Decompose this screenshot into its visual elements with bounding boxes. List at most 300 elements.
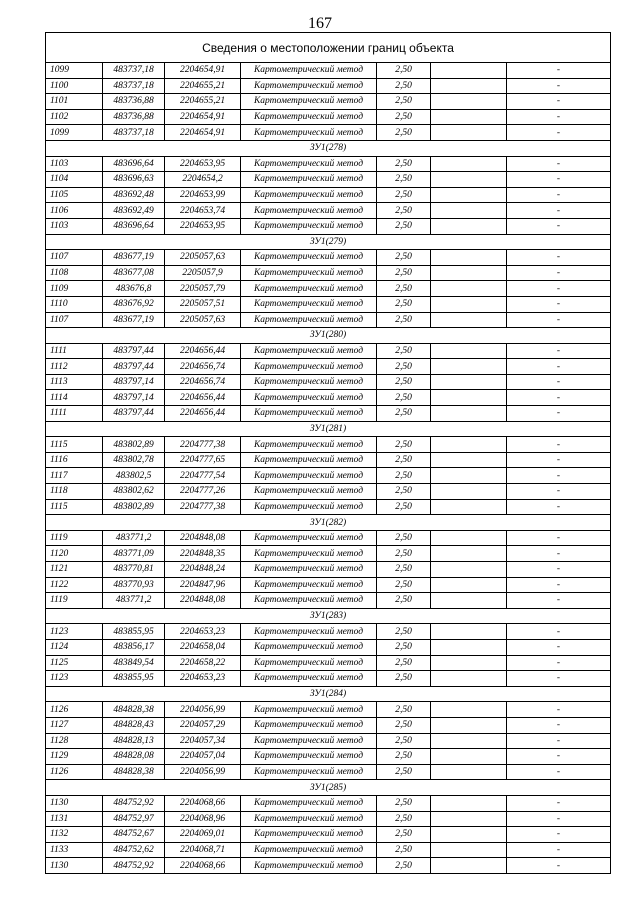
section-header-row bbox=[46, 515, 611, 531]
table-row bbox=[46, 702, 611, 718]
y-coordinate-cell: 2204057,29 bbox=[165, 717, 241, 733]
note-cell: - bbox=[507, 655, 611, 671]
accuracy-cell: 2,50 bbox=[377, 827, 431, 843]
point-number-cell: 1099 bbox=[46, 63, 103, 79]
y-coordinate-cell: 2204777,26 bbox=[165, 484, 241, 500]
y-coordinate-cell: 2205057,79 bbox=[165, 281, 241, 297]
note-cell: - bbox=[507, 63, 611, 79]
point-number-cell: 1107 bbox=[46, 250, 103, 266]
point-number-cell: 1130 bbox=[46, 858, 103, 874]
note-cell: - bbox=[507, 484, 611, 500]
description-cell bbox=[431, 811, 507, 827]
method-cell: Картометрический метод bbox=[241, 858, 377, 874]
point-number-cell: 1127 bbox=[46, 717, 103, 733]
accuracy-cell: 2,50 bbox=[377, 639, 431, 655]
table-row bbox=[46, 452, 611, 468]
point-number-cell: 1123 bbox=[46, 624, 103, 640]
method-cell: Картометрический метод bbox=[241, 109, 377, 125]
note-cell: - bbox=[507, 296, 611, 312]
note-cell: - bbox=[507, 577, 611, 593]
section-label: ЗУ1(281) bbox=[46, 421, 611, 437]
note-cell: - bbox=[507, 172, 611, 188]
x-coordinate-cell: 483797,44 bbox=[103, 343, 165, 359]
note-cell: - bbox=[507, 125, 611, 141]
accuracy-cell: 2,50 bbox=[377, 468, 431, 484]
table-row bbox=[46, 312, 611, 328]
method-cell: Картометрический метод bbox=[241, 452, 377, 468]
x-coordinate-cell: 483856,17 bbox=[103, 639, 165, 655]
point-number-cell: 1118 bbox=[46, 484, 103, 500]
note-cell: - bbox=[507, 562, 611, 578]
description-cell bbox=[431, 858, 507, 874]
description-cell bbox=[431, 187, 507, 203]
table-row bbox=[46, 296, 611, 312]
y-coordinate-cell: 2205057,63 bbox=[165, 312, 241, 328]
description-cell bbox=[431, 764, 507, 780]
point-number-cell: 1105 bbox=[46, 187, 103, 203]
description-cell bbox=[431, 671, 507, 687]
note-cell: - bbox=[507, 343, 611, 359]
point-number-cell: 1120 bbox=[46, 546, 103, 562]
description-cell bbox=[431, 312, 507, 328]
method-cell: Картометрический метод bbox=[241, 343, 377, 359]
section-label: ЗУ1(282) bbox=[46, 515, 611, 531]
table-row bbox=[46, 156, 611, 172]
y-coordinate-cell: 2204654,91 bbox=[165, 125, 241, 141]
x-coordinate-cell: 483770,93 bbox=[103, 577, 165, 593]
x-coordinate-cell: 483855,95 bbox=[103, 624, 165, 640]
point-number-cell: 1131 bbox=[46, 811, 103, 827]
section-header-row bbox=[46, 140, 611, 156]
x-coordinate-cell: 483849,54 bbox=[103, 655, 165, 671]
y-coordinate-cell: 2204777,65 bbox=[165, 452, 241, 468]
y-coordinate-cell: 2204655,21 bbox=[165, 78, 241, 94]
description-cell bbox=[431, 156, 507, 172]
table-row bbox=[46, 406, 611, 422]
section-header-row bbox=[46, 686, 611, 702]
note-cell: - bbox=[507, 281, 611, 297]
point-number-cell: 1116 bbox=[46, 452, 103, 468]
point-number-cell: 1106 bbox=[46, 203, 103, 219]
accuracy-cell: 2,50 bbox=[377, 390, 431, 406]
note-cell: - bbox=[507, 639, 611, 655]
y-coordinate-cell: 2204848,08 bbox=[165, 530, 241, 546]
point-number-cell: 1133 bbox=[46, 842, 103, 858]
method-cell: Картометрический метод bbox=[241, 203, 377, 219]
x-coordinate-cell: 483771,09 bbox=[103, 546, 165, 562]
description-cell bbox=[431, 343, 507, 359]
method-cell: Картометрический метод bbox=[241, 468, 377, 484]
method-cell: Картометрический метод bbox=[241, 827, 377, 843]
note-cell: - bbox=[507, 593, 611, 609]
x-coordinate-cell: 483802,78 bbox=[103, 452, 165, 468]
table-row bbox=[46, 63, 611, 79]
table-row bbox=[46, 468, 611, 484]
note-cell: - bbox=[507, 250, 611, 266]
method-cell: Картометрический метод bbox=[241, 546, 377, 562]
table-row bbox=[46, 842, 611, 858]
description-cell bbox=[431, 218, 507, 234]
y-coordinate-cell: 2204068,96 bbox=[165, 811, 241, 827]
x-coordinate-cell: 484752,97 bbox=[103, 811, 165, 827]
description-cell bbox=[431, 593, 507, 609]
table-row bbox=[46, 671, 611, 687]
accuracy-cell: 2,50 bbox=[377, 265, 431, 281]
point-number-cell: 1111 bbox=[46, 343, 103, 359]
note-cell: - bbox=[507, 795, 611, 811]
table-row bbox=[46, 811, 611, 827]
accuracy-cell: 2,50 bbox=[377, 764, 431, 780]
x-coordinate-cell: 483770,81 bbox=[103, 562, 165, 578]
table-row bbox=[46, 187, 611, 203]
y-coordinate-cell: 2204656,74 bbox=[165, 374, 241, 390]
accuracy-cell: 2,50 bbox=[377, 203, 431, 219]
method-cell: Картометрический метод bbox=[241, 281, 377, 297]
method-cell: Картометрический метод bbox=[241, 374, 377, 390]
method-cell: Картометрический метод bbox=[241, 390, 377, 406]
table-row bbox=[46, 717, 611, 733]
method-cell: Картометрический метод bbox=[241, 125, 377, 141]
note-cell: - bbox=[507, 187, 611, 203]
description-cell bbox=[431, 265, 507, 281]
section-label: ЗУ1(278) bbox=[46, 140, 611, 156]
accuracy-cell: 2,50 bbox=[377, 172, 431, 188]
section-label: ЗУ1(285) bbox=[46, 780, 611, 796]
table-row bbox=[46, 546, 611, 562]
accuracy-cell: 2,50 bbox=[377, 484, 431, 500]
accuracy-cell: 2,50 bbox=[377, 218, 431, 234]
table-row bbox=[46, 858, 611, 874]
note-cell: - bbox=[507, 624, 611, 640]
accuracy-cell: 2,50 bbox=[377, 842, 431, 858]
method-cell: Картометрический метод bbox=[241, 484, 377, 500]
y-coordinate-cell: 2204848,08 bbox=[165, 593, 241, 609]
y-coordinate-cell: 2204777,38 bbox=[165, 437, 241, 453]
description-cell bbox=[431, 406, 507, 422]
accuracy-cell: 2,50 bbox=[377, 63, 431, 79]
table-row bbox=[46, 827, 611, 843]
description-cell bbox=[431, 250, 507, 266]
accuracy-cell: 2,50 bbox=[377, 109, 431, 125]
accuracy-cell: 2,50 bbox=[377, 795, 431, 811]
y-coordinate-cell: 2204653,95 bbox=[165, 156, 241, 172]
description-cell bbox=[431, 499, 507, 515]
table-row bbox=[46, 343, 611, 359]
note-cell: - bbox=[507, 156, 611, 172]
y-coordinate-cell: 2205057,51 bbox=[165, 296, 241, 312]
note-cell: - bbox=[507, 265, 611, 281]
method-cell: Картометрический метод bbox=[241, 94, 377, 110]
y-coordinate-cell: 2204658,04 bbox=[165, 639, 241, 655]
table-row bbox=[46, 374, 611, 390]
method-cell: Картометрический метод bbox=[241, 842, 377, 858]
accuracy-cell: 2,50 bbox=[377, 733, 431, 749]
table-row bbox=[46, 218, 611, 234]
table-row bbox=[46, 733, 611, 749]
point-number-cell: 1119 bbox=[46, 530, 103, 546]
x-coordinate-cell: 484828,13 bbox=[103, 733, 165, 749]
accuracy-cell: 2,50 bbox=[377, 546, 431, 562]
x-coordinate-cell: 483696,63 bbox=[103, 172, 165, 188]
method-cell: Картометрический метод bbox=[241, 78, 377, 94]
table-row bbox=[46, 749, 611, 765]
description-cell bbox=[431, 94, 507, 110]
description-cell bbox=[431, 374, 507, 390]
y-coordinate-cell: 2204653,23 bbox=[165, 671, 241, 687]
x-coordinate-cell: 484752,92 bbox=[103, 795, 165, 811]
accuracy-cell: 2,50 bbox=[377, 187, 431, 203]
x-coordinate-cell: 483677,19 bbox=[103, 250, 165, 266]
description-cell bbox=[431, 78, 507, 94]
section-header-row bbox=[46, 234, 611, 250]
note-cell: - bbox=[507, 109, 611, 125]
y-coordinate-cell: 2204777,54 bbox=[165, 468, 241, 484]
point-number-cell: 1119 bbox=[46, 593, 103, 609]
accuracy-cell: 2,50 bbox=[377, 281, 431, 297]
description-cell bbox=[431, 717, 507, 733]
x-coordinate-cell: 483692,49 bbox=[103, 203, 165, 219]
y-coordinate-cell: 2205057,63 bbox=[165, 250, 241, 266]
y-coordinate-cell: 2204653,74 bbox=[165, 203, 241, 219]
method-cell: Картометрический метод bbox=[241, 811, 377, 827]
method-cell: Картометрический метод bbox=[241, 795, 377, 811]
y-coordinate-cell: 2204655,21 bbox=[165, 94, 241, 110]
method-cell: Картометрический метод bbox=[241, 624, 377, 640]
description-cell bbox=[431, 63, 507, 79]
x-coordinate-cell: 483771,2 bbox=[103, 530, 165, 546]
accuracy-cell: 2,50 bbox=[377, 78, 431, 94]
method-cell: Картометрический метод bbox=[241, 63, 377, 79]
accuracy-cell: 2,50 bbox=[377, 406, 431, 422]
point-number-cell: 1130 bbox=[46, 795, 103, 811]
y-coordinate-cell: 2204653,99 bbox=[165, 187, 241, 203]
method-cell: Картометрический метод bbox=[241, 639, 377, 655]
x-coordinate-cell: 483802,89 bbox=[103, 499, 165, 515]
point-number-cell: 1110 bbox=[46, 296, 103, 312]
description-cell bbox=[431, 795, 507, 811]
table-row bbox=[46, 577, 611, 593]
y-coordinate-cell: 2204056,99 bbox=[165, 702, 241, 718]
method-cell: Картометрический метод bbox=[241, 312, 377, 328]
description-cell bbox=[431, 359, 507, 375]
y-coordinate-cell: 2204068,71 bbox=[165, 842, 241, 858]
table-row bbox=[46, 94, 611, 110]
y-coordinate-cell: 2204068,66 bbox=[165, 795, 241, 811]
y-coordinate-cell: 2204848,24 bbox=[165, 562, 241, 578]
accuracy-cell: 2,50 bbox=[377, 452, 431, 468]
description-cell bbox=[431, 296, 507, 312]
x-coordinate-cell: 484828,38 bbox=[103, 764, 165, 780]
table-row bbox=[46, 281, 611, 297]
point-number-cell: 1103 bbox=[46, 156, 103, 172]
description-cell bbox=[431, 437, 507, 453]
point-number-cell: 1102 bbox=[46, 109, 103, 125]
x-coordinate-cell: 484828,43 bbox=[103, 717, 165, 733]
note-cell: - bbox=[507, 671, 611, 687]
accuracy-cell: 2,50 bbox=[377, 250, 431, 266]
method-cell: Картометрический метод bbox=[241, 359, 377, 375]
table-title-row bbox=[46, 33, 611, 63]
note-cell: - bbox=[507, 218, 611, 234]
point-number-cell: 1099 bbox=[46, 125, 103, 141]
table-row bbox=[46, 203, 611, 219]
point-number-cell: 1126 bbox=[46, 702, 103, 718]
accuracy-cell: 2,50 bbox=[377, 499, 431, 515]
y-coordinate-cell: 2204777,38 bbox=[165, 499, 241, 515]
method-cell: Картометрический метод bbox=[241, 437, 377, 453]
point-number-cell: 1129 bbox=[46, 749, 103, 765]
table-row bbox=[46, 125, 611, 141]
method-cell: Картометрический метод bbox=[241, 717, 377, 733]
x-coordinate-cell: 483771,2 bbox=[103, 593, 165, 609]
description-cell bbox=[431, 562, 507, 578]
method-cell: Картометрический метод bbox=[241, 655, 377, 671]
description-cell bbox=[431, 530, 507, 546]
description-cell bbox=[431, 749, 507, 765]
method-cell: Картометрический метод bbox=[241, 265, 377, 281]
x-coordinate-cell: 484828,38 bbox=[103, 702, 165, 718]
y-coordinate-cell: 2204656,44 bbox=[165, 390, 241, 406]
method-cell: Картометрический метод bbox=[241, 530, 377, 546]
table-row bbox=[46, 359, 611, 375]
note-cell: - bbox=[507, 546, 611, 562]
method-cell: Картометрический метод bbox=[241, 296, 377, 312]
y-coordinate-cell: 2204068,66 bbox=[165, 858, 241, 874]
description-cell bbox=[431, 468, 507, 484]
x-coordinate-cell: 483855,95 bbox=[103, 671, 165, 687]
point-number-cell: 1111 bbox=[46, 406, 103, 422]
accuracy-cell: 2,50 bbox=[377, 655, 431, 671]
table-row bbox=[46, 624, 611, 640]
point-number-cell: 1121 bbox=[46, 562, 103, 578]
note-cell: - bbox=[507, 452, 611, 468]
description-cell bbox=[431, 733, 507, 749]
note-cell: - bbox=[507, 702, 611, 718]
point-number-cell: 1100 bbox=[46, 78, 103, 94]
section-header-row bbox=[46, 608, 611, 624]
point-number-cell: 1114 bbox=[46, 390, 103, 406]
method-cell: Картометрический метод bbox=[241, 406, 377, 422]
y-coordinate-cell: 2204057,04 bbox=[165, 749, 241, 765]
note-cell: - bbox=[507, 390, 611, 406]
accuracy-cell: 2,50 bbox=[377, 530, 431, 546]
accuracy-cell: 2,50 bbox=[377, 296, 431, 312]
method-cell: Картометрический метод bbox=[241, 764, 377, 780]
note-cell: - bbox=[507, 733, 611, 749]
point-number-cell: 1109 bbox=[46, 281, 103, 297]
x-coordinate-cell: 484752,67 bbox=[103, 827, 165, 843]
note-cell: - bbox=[507, 764, 611, 780]
section-label: ЗУ1(280) bbox=[46, 328, 611, 344]
description-cell bbox=[431, 639, 507, 655]
y-coordinate-cell: 2205057,9 bbox=[165, 265, 241, 281]
x-coordinate-cell: 483696,64 bbox=[103, 218, 165, 234]
point-number-cell: 1132 bbox=[46, 827, 103, 843]
y-coordinate-cell: 2204654,2 bbox=[165, 172, 241, 188]
point-number-cell: 1128 bbox=[46, 733, 103, 749]
note-cell: - bbox=[507, 499, 611, 515]
x-coordinate-cell: 483737,18 bbox=[103, 63, 165, 79]
x-coordinate-cell: 484752,62 bbox=[103, 842, 165, 858]
x-coordinate-cell: 483676,92 bbox=[103, 296, 165, 312]
note-cell: - bbox=[507, 811, 611, 827]
description-cell bbox=[431, 842, 507, 858]
x-coordinate-cell: 483737,18 bbox=[103, 78, 165, 94]
accuracy-cell: 2,50 bbox=[377, 94, 431, 110]
method-cell: Картометрический метод bbox=[241, 187, 377, 203]
table-row bbox=[46, 250, 611, 266]
x-coordinate-cell: 483692,48 bbox=[103, 187, 165, 203]
note-cell: - bbox=[507, 749, 611, 765]
accuracy-cell: 2,50 bbox=[377, 437, 431, 453]
method-cell: Картометрический метод bbox=[241, 218, 377, 234]
x-coordinate-cell: 484828,08 bbox=[103, 749, 165, 765]
y-coordinate-cell: 2204069,01 bbox=[165, 827, 241, 843]
accuracy-cell: 2,50 bbox=[377, 374, 431, 390]
table-row bbox=[46, 655, 611, 671]
table-row bbox=[46, 764, 611, 780]
table-row bbox=[46, 109, 611, 125]
description-cell bbox=[431, 172, 507, 188]
x-coordinate-cell: 483802,62 bbox=[103, 484, 165, 500]
description-cell bbox=[431, 281, 507, 297]
note-cell: - bbox=[507, 530, 611, 546]
x-coordinate-cell: 483736,88 bbox=[103, 94, 165, 110]
note-cell: - bbox=[507, 203, 611, 219]
method-cell: Картометрический метод bbox=[241, 156, 377, 172]
page-number: 167 bbox=[308, 15, 332, 32]
section-header-row bbox=[46, 421, 611, 437]
y-coordinate-cell: 2204654,91 bbox=[165, 63, 241, 79]
description-cell bbox=[431, 125, 507, 141]
boundary-table-container bbox=[45, 32, 610, 874]
method-cell: Картометрический метод bbox=[241, 250, 377, 266]
method-cell: Картометрический метод bbox=[241, 562, 377, 578]
method-cell: Картометрический метод bbox=[241, 733, 377, 749]
x-coordinate-cell: 483797,44 bbox=[103, 406, 165, 422]
table-row bbox=[46, 499, 611, 515]
method-cell: Картометрический метод bbox=[241, 671, 377, 687]
description-cell bbox=[431, 452, 507, 468]
section-header-row bbox=[46, 328, 611, 344]
y-coordinate-cell: 2204056,99 bbox=[165, 764, 241, 780]
section-label: ЗУ1(279) bbox=[46, 234, 611, 250]
table-row bbox=[46, 172, 611, 188]
description-cell bbox=[431, 109, 507, 125]
description-cell bbox=[431, 702, 507, 718]
note-cell: - bbox=[507, 94, 611, 110]
y-coordinate-cell: 2204653,95 bbox=[165, 218, 241, 234]
accuracy-cell: 2,50 bbox=[377, 343, 431, 359]
method-cell: Картометрический метод bbox=[241, 577, 377, 593]
y-coordinate-cell: 2204057,34 bbox=[165, 733, 241, 749]
x-coordinate-cell: 483797,14 bbox=[103, 390, 165, 406]
section-label: ЗУ1(284) bbox=[46, 686, 611, 702]
method-cell: Картометрический метод bbox=[241, 499, 377, 515]
description-cell bbox=[431, 827, 507, 843]
point-number-cell: 1126 bbox=[46, 764, 103, 780]
accuracy-cell: 2,50 bbox=[377, 811, 431, 827]
accuracy-cell: 2,50 bbox=[377, 577, 431, 593]
x-coordinate-cell: 483797,14 bbox=[103, 374, 165, 390]
method-cell: Картометрический метод bbox=[241, 593, 377, 609]
point-number-cell: 1113 bbox=[46, 374, 103, 390]
point-number-cell: 1103 bbox=[46, 218, 103, 234]
point-number-cell: 1124 bbox=[46, 639, 103, 655]
y-coordinate-cell: 2204847,96 bbox=[165, 577, 241, 593]
note-cell: - bbox=[507, 842, 611, 858]
description-cell bbox=[431, 655, 507, 671]
